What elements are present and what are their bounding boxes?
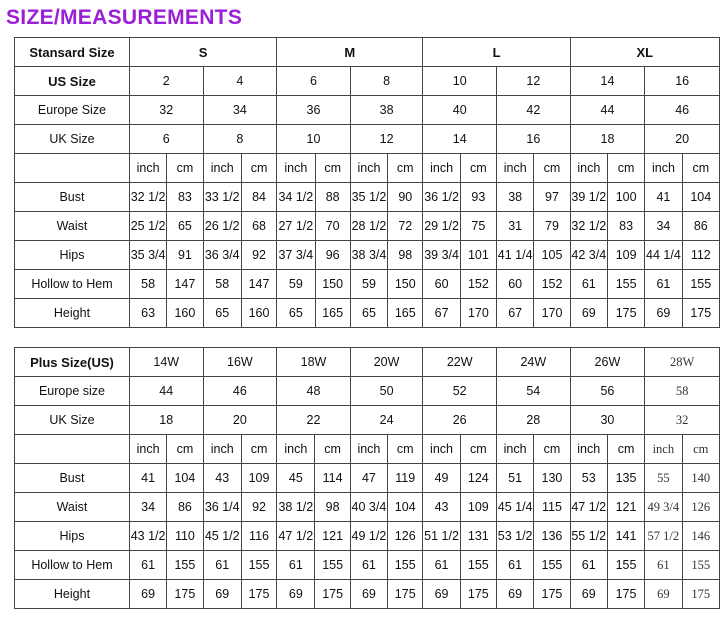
measurement-value: 155	[682, 551, 720, 580]
measurement-value: 36 1/4	[203, 493, 241, 522]
measurement-value: 147	[167, 270, 203, 299]
measurement-value: 28 1/2	[350, 212, 387, 241]
measurement-label: Height	[15, 580, 130, 609]
measurement-value: 47 1/2	[277, 522, 315, 551]
measurement-value: 43	[203, 464, 241, 493]
measurement-value: 59	[350, 270, 387, 299]
size-group-header: XL	[570, 38, 719, 67]
measurement-value: 101	[460, 241, 496, 270]
measurement-value: 44 1/4	[645, 241, 682, 270]
size-value: 18	[570, 125, 645, 154]
measurement-row	[15, 212, 720, 241]
size-row	[15, 377, 720, 406]
plus-size-header-row	[15, 348, 720, 377]
measurement-value: 131	[460, 522, 496, 551]
measurement-label: Hollow to Hem	[15, 270, 130, 299]
unit-header: inch	[645, 435, 682, 464]
measurement-value: 60	[423, 270, 460, 299]
size-value: 48	[277, 377, 351, 406]
measurement-value: 36 3/4	[203, 241, 241, 270]
measurement-value: 31	[497, 212, 534, 241]
measurement-value: 45	[277, 464, 315, 493]
measurement-value: 104	[682, 183, 719, 212]
plus-size-table	[14, 347, 720, 609]
measurement-value: 105	[534, 241, 570, 270]
unit-header: inch	[277, 154, 315, 183]
measurement-value: 69	[645, 299, 682, 328]
size-value: 12	[350, 125, 423, 154]
measurement-value: 150	[388, 270, 423, 299]
measurement-value: 38 3/4	[350, 241, 387, 270]
measurement-value: 175	[460, 580, 496, 609]
measurement-value: 119	[388, 464, 423, 493]
row-label: UK Size	[15, 125, 130, 154]
measurement-value: 84	[241, 183, 276, 212]
measurement-value: 124	[460, 464, 496, 493]
measurement-value: 55	[645, 464, 682, 493]
measurement-value: 147	[241, 270, 276, 299]
unit-header: cm	[388, 154, 423, 183]
measurement-value: 39 1/2	[570, 183, 607, 212]
size-value: 8	[203, 125, 277, 154]
measurement-value: 140	[682, 464, 720, 493]
size-value: 2	[129, 67, 203, 96]
measurement-value: 175	[167, 580, 203, 609]
size-value: 8	[350, 67, 423, 96]
unit-header: cm	[315, 435, 350, 464]
measurement-value: 109	[607, 241, 644, 270]
measurement-value: 61	[129, 551, 166, 580]
unit-header: cm	[388, 435, 423, 464]
measurement-row	[15, 270, 720, 299]
measurement-value: 60	[497, 270, 534, 299]
measurement-value: 69	[645, 580, 682, 609]
measurement-value: 67	[423, 299, 460, 328]
measurement-value: 175	[682, 580, 720, 609]
measurement-row	[15, 464, 720, 493]
unit-header: cm	[460, 435, 496, 464]
measurement-value: 175	[315, 580, 350, 609]
size-value: 32	[645, 406, 720, 435]
measurement-value: 175	[534, 580, 570, 609]
measurement-value: 69	[570, 580, 607, 609]
measurement-value: 43	[423, 493, 460, 522]
measurement-value: 26 1/2	[203, 212, 241, 241]
measurement-value: 29 1/2	[423, 212, 460, 241]
plus-size-header: 18W	[277, 348, 351, 377]
measurement-value: 130	[534, 464, 570, 493]
size-value: 38	[350, 96, 423, 125]
size-value: 40	[423, 96, 497, 125]
measurement-value: 152	[460, 270, 496, 299]
measurement-value: 51 1/2	[423, 522, 460, 551]
measurement-value: 69	[570, 299, 607, 328]
size-value: 56	[570, 377, 645, 406]
unit-header: inch	[203, 435, 241, 464]
measurement-value: 69	[423, 580, 460, 609]
measurement-value: 35 3/4	[129, 241, 166, 270]
unit-header: cm	[167, 435, 203, 464]
measurement-value: 38 1/2	[277, 493, 315, 522]
measurement-value: 155	[388, 551, 423, 580]
measurement-value: 72	[388, 212, 423, 241]
measurement-value: 41 1/4	[497, 241, 534, 270]
measurement-value: 109	[241, 464, 276, 493]
row-label: UK Size	[15, 406, 130, 435]
unit-header: inch	[497, 154, 534, 183]
size-group-header: S	[129, 38, 276, 67]
measurement-row	[15, 183, 720, 212]
unit-header: cm	[607, 154, 644, 183]
measurement-value: 69	[496, 580, 533, 609]
measurement-value: 155	[460, 551, 496, 580]
measurement-value: 88	[315, 183, 350, 212]
measurement-value: 61	[277, 551, 315, 580]
size-row	[15, 406, 720, 435]
measurement-value: 93	[460, 183, 496, 212]
size-value: 12	[497, 67, 571, 96]
measurement-value: 155	[167, 551, 203, 580]
measurement-value: 97	[534, 183, 570, 212]
size-value: 58	[645, 377, 720, 406]
measurement-value: 100	[607, 183, 644, 212]
measurement-value: 51	[496, 464, 533, 493]
row-label: Europe size	[15, 377, 130, 406]
measurement-value: 160	[241, 299, 276, 328]
measurement-value: 49	[423, 464, 460, 493]
measurement-value: 69	[129, 580, 166, 609]
measurement-value: 27 1/2	[277, 212, 315, 241]
unit-header: cm	[534, 435, 570, 464]
measurement-row	[15, 241, 720, 270]
measurement-value: 116	[241, 522, 276, 551]
measurement-value: 63	[129, 299, 166, 328]
measurement-value: 61	[645, 270, 682, 299]
measurement-value: 155	[315, 551, 350, 580]
page-title: SIZE/MEASUREMENTS	[6, 6, 243, 29]
unit-header: inch	[423, 154, 460, 183]
plus-size-header: 20W	[350, 348, 423, 377]
measurement-value: 47 1/2	[570, 493, 607, 522]
measurement-value: 61	[496, 551, 533, 580]
measurement-value: 165	[388, 299, 423, 328]
measurement-label: Hollow to Hem	[15, 551, 130, 580]
measurement-value: 75	[460, 212, 496, 241]
measurement-value: 170	[534, 299, 570, 328]
measurement-value: 150	[315, 270, 350, 299]
unit-header: inch	[496, 435, 533, 464]
measurement-value: 121	[315, 522, 350, 551]
measurement-label: Bust	[15, 464, 130, 493]
size-group-header: M	[277, 38, 423, 67]
unit-header: inch	[570, 435, 607, 464]
size-row	[15, 125, 720, 154]
size-row	[15, 67, 720, 96]
measurement-value: 34 1/2	[277, 183, 315, 212]
size-value: 46	[203, 377, 277, 406]
measurement-label: Hips	[15, 241, 130, 270]
measurement-label: Height	[15, 299, 130, 328]
measurement-value: 33 1/2	[203, 183, 241, 212]
measurement-value: 136	[534, 522, 570, 551]
unit-header-row	[15, 435, 720, 464]
size-value: 32	[129, 96, 203, 125]
unit-header: cm	[241, 154, 276, 183]
unit-header: inch	[203, 154, 241, 183]
plus-size-header: 14W	[129, 348, 203, 377]
size-value: 10	[277, 125, 351, 154]
measurement-value: 152	[534, 270, 570, 299]
measurement-value: 49 1/2	[350, 522, 387, 551]
size-value: 22	[277, 406, 351, 435]
measurement-value: 53	[570, 464, 607, 493]
unit-header: cm	[682, 154, 719, 183]
measurement-value: 112	[682, 241, 719, 270]
measurement-value: 41	[645, 183, 682, 212]
measurement-value: 42 3/4	[570, 241, 607, 270]
measurement-value: 65	[203, 299, 241, 328]
measurement-row	[15, 522, 720, 551]
size-value: 16	[645, 67, 720, 96]
measurement-value: 40 3/4	[350, 493, 387, 522]
measurement-value: 155	[534, 551, 570, 580]
size-value: 14	[570, 67, 645, 96]
size-value: 18	[129, 406, 203, 435]
unit-header: inch	[129, 435, 166, 464]
size-value: 36	[277, 96, 351, 125]
measurement-value: 36 1/2	[423, 183, 460, 212]
measurement-label: Bust	[15, 183, 130, 212]
measurement-value: 92	[241, 241, 276, 270]
measurement-value: 146	[682, 522, 720, 551]
measurement-value: 86	[682, 212, 719, 241]
measurement-value: 69	[203, 580, 241, 609]
size-value: 52	[423, 377, 497, 406]
unit-header-row	[15, 154, 720, 183]
plus-size-header: 16W	[203, 348, 277, 377]
measurement-value: 34	[645, 212, 682, 241]
measurement-label: Hips	[15, 522, 130, 551]
measurement-value: 121	[607, 493, 644, 522]
size-value: 6	[129, 125, 203, 154]
measurement-value: 175	[607, 580, 644, 609]
measurement-value: 70	[315, 212, 350, 241]
measurement-value: 37 3/4	[277, 241, 315, 270]
measurement-value: 135	[607, 464, 644, 493]
corner-label: Stansard Size	[15, 38, 130, 67]
measurement-value: 45 1/2	[203, 522, 241, 551]
unit-header: inch	[423, 435, 460, 464]
size-value: 50	[350, 377, 423, 406]
measurement-value: 38	[497, 183, 534, 212]
measurement-value: 69	[350, 580, 387, 609]
measurement-label: Waist	[15, 493, 130, 522]
row-label: US Size	[15, 67, 130, 96]
blank-cell	[15, 435, 130, 464]
measurement-value: 32 1/2	[570, 212, 607, 241]
measurement-value: 104	[388, 493, 423, 522]
measurement-value: 69	[277, 580, 315, 609]
size-value: 34	[203, 96, 277, 125]
unit-header: inch	[350, 435, 387, 464]
size-value: 20	[203, 406, 277, 435]
measurement-value: 61	[423, 551, 460, 580]
blank-cell	[15, 154, 130, 183]
unit-header: cm	[607, 435, 644, 464]
measurement-value: 67	[497, 299, 534, 328]
measurement-value: 170	[460, 299, 496, 328]
measurement-value: 39 3/4	[423, 241, 460, 270]
measurement-value: 141	[607, 522, 644, 551]
plus-size-header: 24W	[496, 348, 570, 377]
measurement-value: 61	[570, 551, 607, 580]
measurement-value: 96	[315, 241, 350, 270]
measurement-value: 90	[388, 183, 423, 212]
measurement-value: 126	[682, 493, 720, 522]
measurement-value: 43 1/2	[129, 522, 166, 551]
size-value: 28	[496, 406, 570, 435]
measurement-value: 155	[607, 551, 644, 580]
measurement-value: 59	[277, 270, 315, 299]
size-value: 26	[423, 406, 497, 435]
measurement-value: 49 3/4	[645, 493, 682, 522]
measurement-value: 65	[350, 299, 387, 328]
unit-header: cm	[460, 154, 496, 183]
unit-header: cm	[534, 154, 570, 183]
size-value: 44	[129, 377, 203, 406]
size-value: 24	[350, 406, 423, 435]
unit-header: inch	[645, 154, 682, 183]
unit-header: cm	[241, 435, 276, 464]
plus-size-header: 22W	[423, 348, 497, 377]
measurement-value: 61	[203, 551, 241, 580]
measurement-value: 115	[534, 493, 570, 522]
measurement-value: 175	[388, 580, 423, 609]
measurement-value: 126	[388, 522, 423, 551]
size-row	[15, 96, 720, 125]
measurement-value: 98	[315, 493, 350, 522]
size-group-header-row	[15, 38, 720, 67]
size-value: 42	[497, 96, 571, 125]
size-value: 46	[645, 96, 720, 125]
size-value: 6	[277, 67, 351, 96]
measurement-value: 47	[350, 464, 387, 493]
size-value: 10	[423, 67, 497, 96]
measurement-label: Waist	[15, 212, 130, 241]
measurement-value: 155	[682, 270, 719, 299]
unit-header: cm	[682, 435, 720, 464]
unit-header: cm	[167, 154, 203, 183]
row-label: Europe Size	[15, 96, 130, 125]
unit-header: inch	[129, 154, 166, 183]
size-value: 54	[496, 377, 570, 406]
measurement-value: 68	[241, 212, 276, 241]
measurement-value: 155	[607, 270, 644, 299]
measurement-value: 58	[129, 270, 166, 299]
measurement-value: 57 1/2	[645, 522, 682, 551]
measurement-value: 58	[203, 270, 241, 299]
size-value: 30	[570, 406, 645, 435]
measurement-value: 175	[607, 299, 644, 328]
measurement-value: 109	[460, 493, 496, 522]
unit-header: inch	[570, 154, 607, 183]
measurement-value: 32 1/2	[129, 183, 166, 212]
measurement-value: 55 1/2	[570, 522, 607, 551]
measurement-value: 41	[129, 464, 166, 493]
measurement-value: 45 1/4	[496, 493, 533, 522]
measurement-value: 25 1/2	[129, 212, 166, 241]
measurement-value: 61	[350, 551, 387, 580]
measurement-value: 34	[129, 493, 166, 522]
measurement-value: 165	[315, 299, 350, 328]
measurement-row	[15, 299, 720, 328]
measurement-row	[15, 580, 720, 609]
size-group-header: L	[423, 38, 570, 67]
measurement-row	[15, 493, 720, 522]
measurement-value: 83	[607, 212, 644, 241]
measurement-value: 104	[167, 464, 203, 493]
measurement-value: 86	[167, 493, 203, 522]
measurement-value: 92	[241, 493, 276, 522]
measurement-value: 83	[167, 183, 203, 212]
measurement-value: 61	[570, 270, 607, 299]
measurement-value: 175	[241, 580, 276, 609]
unit-header: inch	[277, 435, 315, 464]
size-value: 14	[423, 125, 497, 154]
measurement-row	[15, 551, 720, 580]
measurement-value: 35 1/2	[350, 183, 387, 212]
measurement-value: 175	[682, 299, 719, 328]
size-value: 44	[570, 96, 645, 125]
measurement-value: 98	[388, 241, 423, 270]
measurement-value: 65	[277, 299, 315, 328]
size-value: 16	[497, 125, 571, 154]
measurement-value: 114	[315, 464, 350, 493]
plus-size-header: 28W	[645, 348, 720, 377]
measurement-value: 91	[167, 241, 203, 270]
size-value: 4	[203, 67, 277, 96]
measurement-value: 160	[167, 299, 203, 328]
size-value: 20	[645, 125, 720, 154]
plus-size-header: 26W	[570, 348, 645, 377]
measurement-value: 79	[534, 212, 570, 241]
corner-label: Plus Size(US)	[15, 348, 130, 377]
unit-header: inch	[350, 154, 387, 183]
measurement-value: 53 1/2	[496, 522, 533, 551]
measurement-value: 61	[645, 551, 682, 580]
measurement-value: 155	[241, 551, 276, 580]
standard-size-table	[14, 37, 720, 328]
measurement-value: 65	[167, 212, 203, 241]
measurement-value: 110	[167, 522, 203, 551]
unit-header: cm	[315, 154, 350, 183]
